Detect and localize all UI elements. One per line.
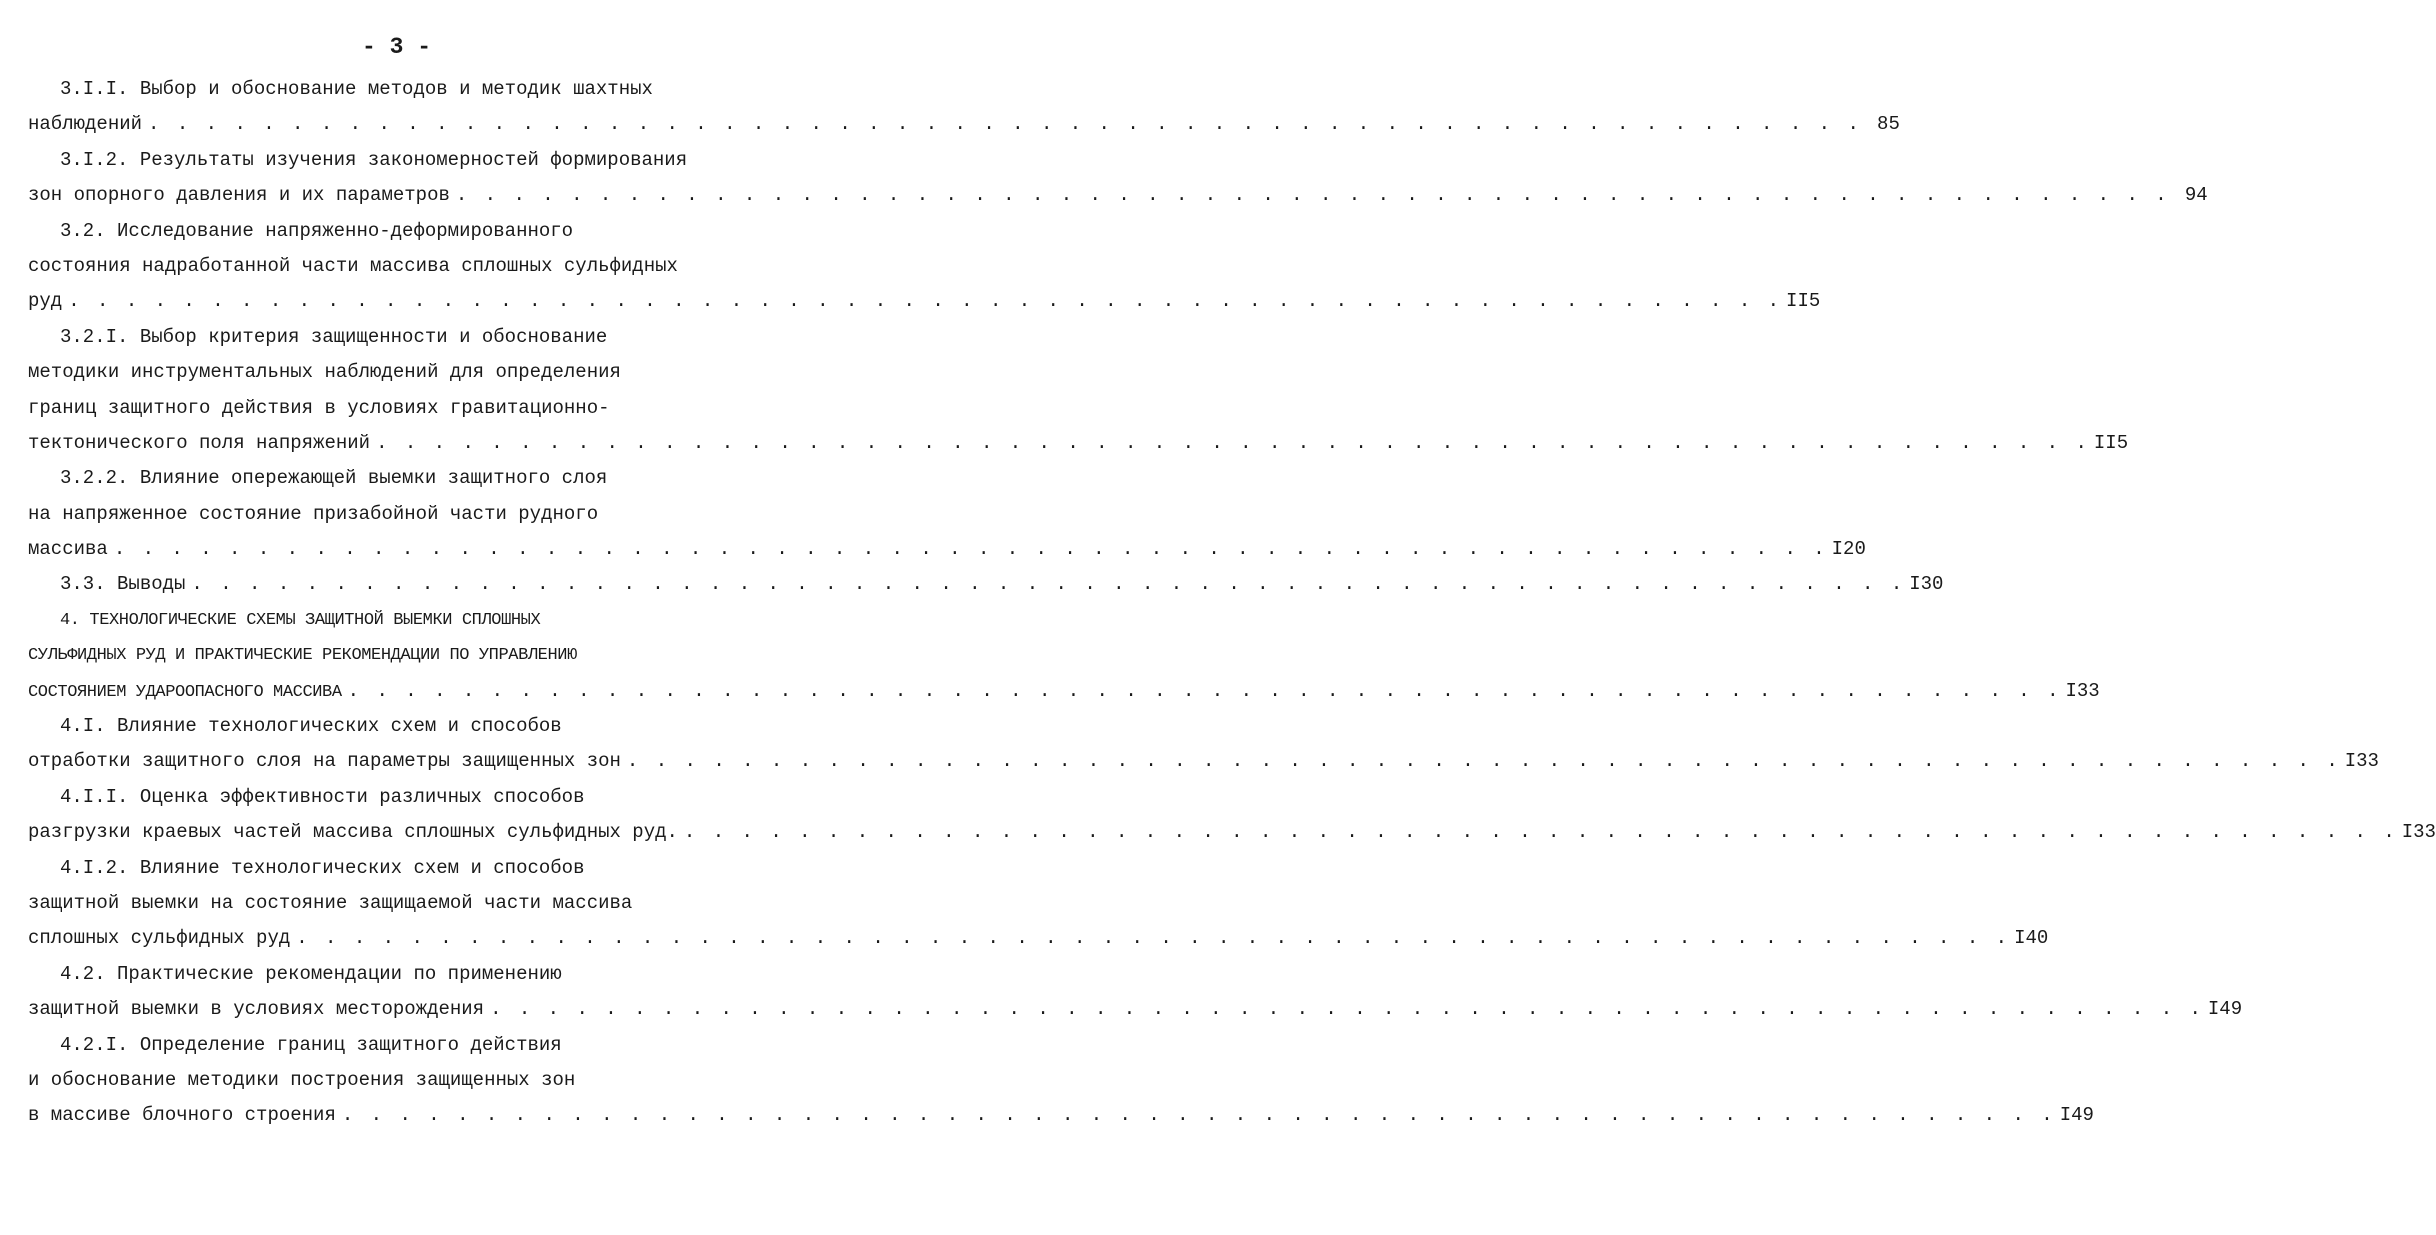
toc-line (28, 320, 700, 355)
dot-leader: . . . . . . . . . . . . . . . . . . . . . . . . . . . . . . . . . . . . . . . . . . . . . . . . . . . . . . . . . . . . (683, 821, 2398, 844)
toc-line-text: в массиве блочного строения (28, 1104, 336, 1127)
toc-line-text: тектонического поля напряжений (28, 431, 371, 454)
table-of-contents (28, 72, 2436, 1134)
toc-line-text: 3.3. Выводы (60, 573, 186, 596)
toc-line (28, 355, 700, 390)
toc-line (28, 1098, 2094, 1133)
toc-line-text: массива (28, 538, 108, 561)
toc-line-text: 3.I.2. Результаты изучения закономерностей формирования (60, 148, 688, 171)
toc-line (28, 921, 2049, 956)
toc-entry (28, 143, 2208, 214)
toc-line (28, 603, 700, 638)
toc-entry (28, 851, 2049, 957)
toc-line-text: и обоснование методики построения защищенных зон (28, 1068, 576, 1091)
dot-leader: . . . . . . . . . . . . . . . . . . . . . . . . . . . . . . . . . . . . . . . . . . . . . . . . . . . . . . . . . . . . (296, 927, 2011, 950)
dot-leader: . . . . . . . . . . . . . . . . . . . . . . . . . . . . . . . . . . . . . . . . . . . . . . . . . . . . . . . . . . . . (490, 998, 2204, 1021)
toc-page-number: I30 (1909, 573, 1944, 596)
toc-line-text: 3.2. Исследование напряженно-деформированного (60, 219, 574, 242)
dot-leader: . . . . . . . . . . . . . . . . . . . . . . . . . . . . . . . . . . . . . . . . . . . . . . . . . . . . . . . . . . . . (68, 290, 1783, 313)
toc-line-text: 3.2.I. Выбор критерия защищенности и обоснование (60, 325, 608, 348)
toc-line (28, 744, 2379, 779)
dot-leader: . . . . . . . . . . . . . . . . . . . . . . . . . . . . . . . . . . . . . . . . . . . . . . . . . . . . . . . . . . . . (455, 184, 2170, 207)
toc-line (28, 249, 700, 284)
toc-line (28, 674, 2100, 709)
toc-line (28, 214, 700, 249)
toc-line-text: руд (28, 290, 63, 313)
toc-page-number: II5 (2093, 431, 2129, 454)
toc-entry (28, 1028, 2094, 1134)
toc-line-text: 4.I. Влияние технологических схем и способов (60, 715, 562, 738)
toc-page-number: I33 (2344, 750, 2379, 773)
toc-line (28, 992, 2243, 1027)
toc-line (28, 143, 700, 178)
toc-line (28, 638, 700, 673)
toc-line (28, 709, 700, 744)
toc-page-number: 94 (2184, 184, 2208, 207)
toc-line (28, 1063, 700, 1098)
toc-line-text: 4.2.I. Определение границ защитного действия (60, 1033, 562, 1056)
dot-leader: . . . . . . . . . . . . . . . . . . . . . . . . . . . . . . . . . . . . . . . . . . . . . . . . . . . . . . . . . . . . (626, 750, 2341, 773)
toc-page-number: I20 (1831, 538, 1866, 561)
toc-line (28, 886, 700, 921)
toc-entry (28, 957, 2243, 1028)
toc-line-text: 3.I.I. Выбор и обоснование методов и методик шахтных (60, 78, 653, 100)
toc-line-text: 4.I.2. Влияние технологических схем и способов (60, 856, 585, 879)
toc-entry (28, 72, 1900, 143)
toc-page-number: I33 (2401, 821, 2436, 844)
toc-page-number: II5 (1786, 290, 1821, 313)
toc-entry (28, 461, 1866, 567)
toc-entry (28, 320, 2129, 462)
toc-page-number: I49 (2059, 1104, 2094, 1127)
toc-line-text: 4.2. Практические рекомендации по применению (60, 962, 562, 985)
toc-entry (28, 709, 2379, 780)
dot-leader: . . . . . . . . . . . . . . . . . . . . . . . . . . . . . . . . . . . . . . . . . . . . . . . . . . . . . . . . . . . . (341, 1104, 2056, 1127)
dot-leader: . . . . . . . . . . . . . . . . . . . . . . . . . . . . . . . . . . . . . . . . . . . . . . . . . . . . . . . . . . . . (113, 538, 1828, 561)
toc-line (28, 391, 700, 426)
toc-line-text: отработки защитного слоя на параметры защищенных зон (28, 750, 621, 773)
toc-line-text: сплошных сульфидных руд (28, 927, 291, 950)
toc-line-text: состояния надработанной части массива сплошных сульфидных (28, 254, 678, 277)
toc-entry (28, 567, 1944, 602)
toc-line (28, 426, 2129, 461)
toc-line-text: зон опорного давления и их параметров (28, 184, 450, 207)
toc-line-text: СУЛЬФИДНЫХ РУД И ПРАКТИЧЕСКИЕ РЕКОМЕНДАЦИИ ПО УПРАВЛЕНИЮ (28, 646, 577, 666)
toc-page-number: 85 (1877, 113, 1900, 136)
toc-line (28, 284, 1821, 319)
toc-line-text: разгрузки краевых частей массива сплошных сульфидных руд. (28, 821, 678, 844)
toc-line-text: защитной выемки в условиях месторождения (28, 998, 485, 1021)
dot-leader: . . . . . . . . . . . . . . . . . . . . . . . . . . . . . . . . . . . . . . . . . . . . . . . . . . . . . . . . . . . . (376, 431, 2090, 454)
page-number: - 3 - (361, 34, 431, 60)
toc-page-number: I33 (2065, 679, 2100, 702)
dot-leader: . . . . . . . . . . . . . . . . . . . . . . . . . . . . . . . . . . . . . . . . . . . . . . . . . . . . . . . . . . . . (191, 573, 1906, 596)
toc-line-text: на напряженное состояние призабойной части рудного (28, 502, 599, 525)
dot-leader: . . . . . . . . . . . . . . . . . . . . . . . . . . . . . . . . . . . . . . . . . . . . . . . . . . . . . . . . . . . . (347, 679, 2062, 702)
toc-line (28, 851, 700, 886)
toc-line (28, 72, 700, 107)
toc-line-text: границ защитного действия в условиях гравитационно- (28, 396, 610, 419)
toc-line-text: СОСТОЯНИЕМ УДАРООПАСНОГО МАССИВА (28, 682, 342, 702)
toc-line (28, 815, 2436, 850)
toc-line (28, 497, 700, 532)
toc-line (28, 178, 2208, 213)
dot-leader: . . . . . . . . . . . . . . . . . . . . . . . . . . . . . . . . . . . . . . . . . . . . . . . . . . . . . . . . . . . . (148, 113, 1862, 136)
toc-line-text: 4.I.I. Оценка эффективности различных способов (60, 785, 585, 808)
toc-entry (28, 780, 2436, 851)
toc-line (28, 567, 1944, 602)
toc-line (28, 957, 700, 992)
toc-line (28, 107, 1900, 142)
toc-entry (28, 214, 1821, 320)
toc-line-text: 4. ТЕХНОЛОГИЧЕСКИЕ СХЕМЫ ЗАЩИТНОЙ ВЫЕМКИ СПЛОШНЫХ (60, 610, 541, 630)
toc-line-text: методики инструментальных наблюдений для определения (28, 361, 621, 384)
toc-line-text: 3.2.2. Влияние опережающей выемки защитного слоя (60, 467, 608, 490)
toc-line (28, 532, 1866, 567)
toc-line (28, 461, 700, 496)
toc-page-number: I49 (2207, 998, 2243, 1021)
toc-line (28, 780, 700, 815)
toc-entry (28, 603, 2100, 709)
toc-line-text: наблюдений (28, 113, 143, 136)
toc-line (28, 1028, 700, 1063)
toc-page-number: I40 (2014, 927, 2049, 950)
toc-line-text: защитной выемки на состояние защищаемой части массива (28, 891, 633, 914)
